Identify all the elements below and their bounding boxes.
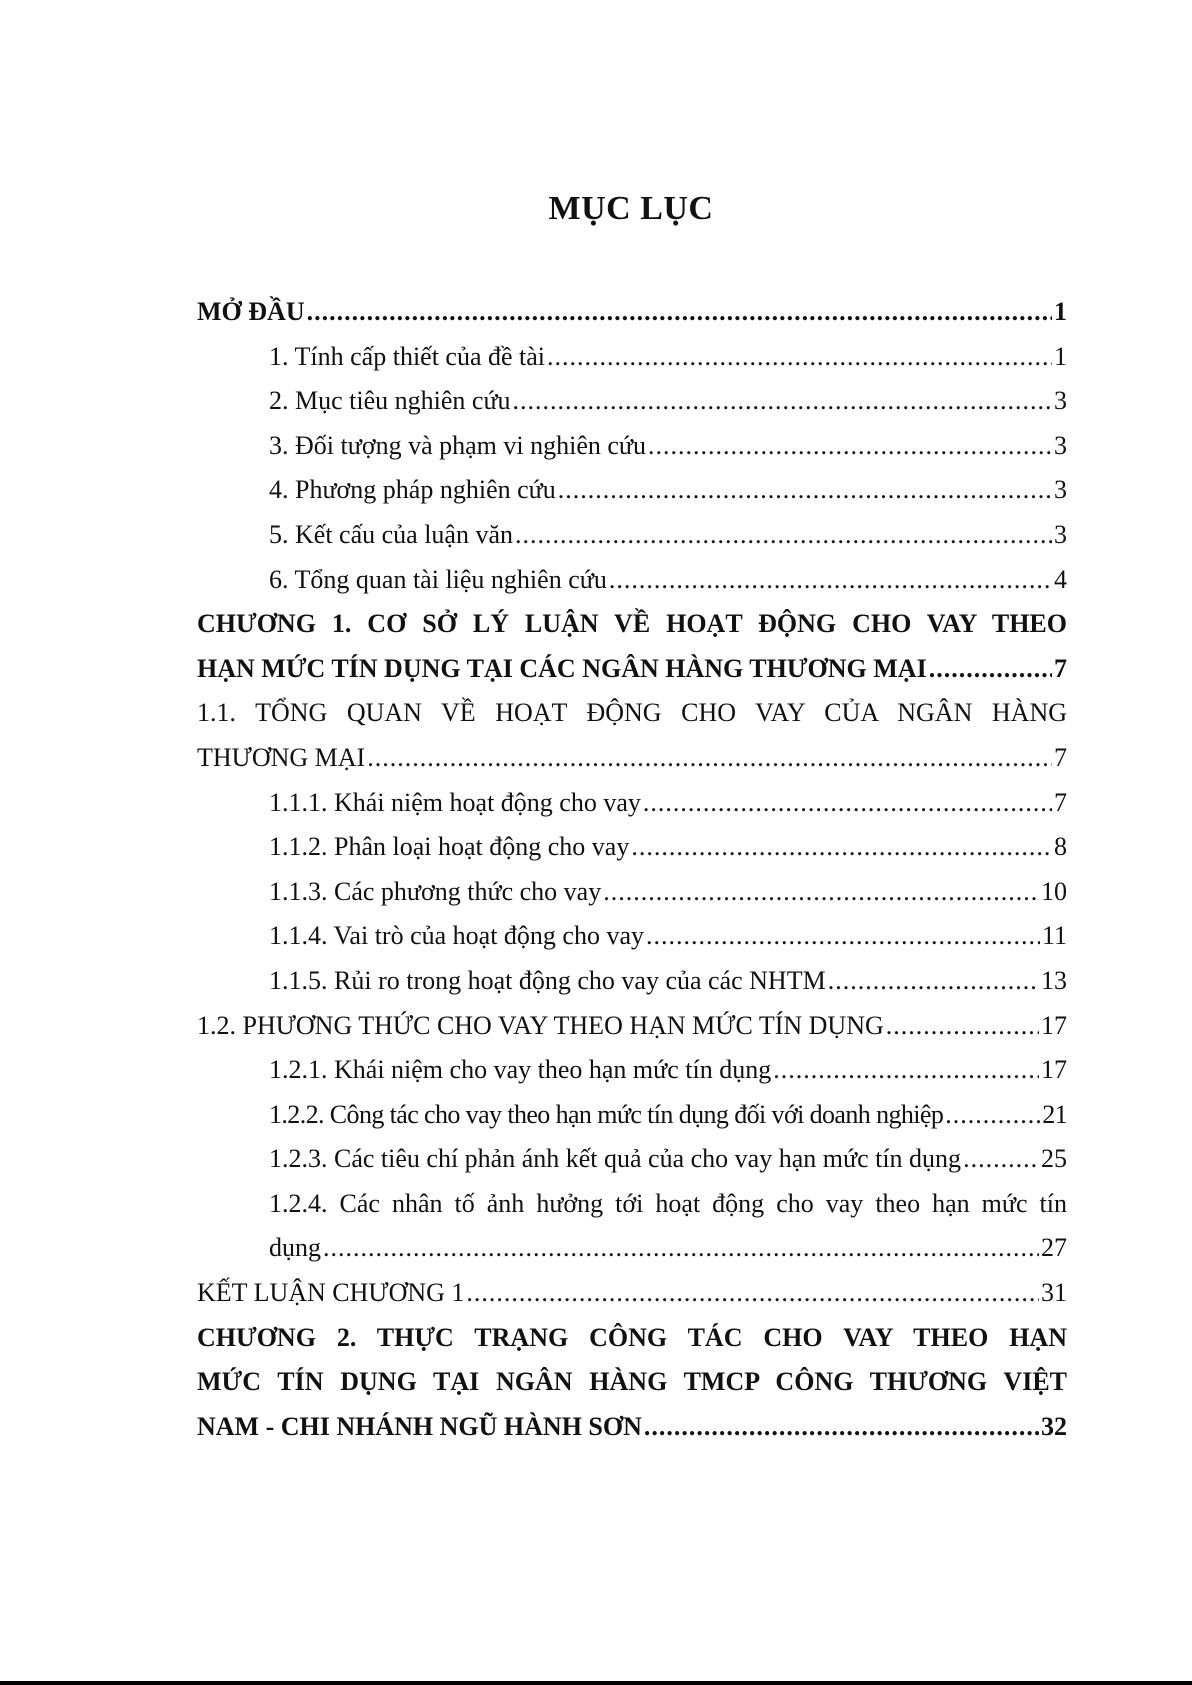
leader-dots <box>466 1271 1039 1316</box>
toc-page-number: 7 <box>1054 653 1067 683</box>
toc-page-number: 4 <box>1054 564 1067 594</box>
toc-page-number: 17 <box>1041 1010 1067 1040</box>
toc-entry[interactable] <box>197 914 1067 959</box>
toc-entry-mo-dau[interactable] <box>197 290 1067 335</box>
toc-page-number: 3 <box>1054 519 1067 549</box>
toc-entry[interactable] <box>197 870 1067 915</box>
toc-entry-label: 6. Tổng quan tài liệu nghiên cứu <box>269 564 607 594</box>
leader-dots <box>643 781 1052 826</box>
toc-entry-label: 1.1.1. Khái niệm hoạt động cho vay <box>269 787 641 817</box>
leader-dots <box>648 424 1052 469</box>
toc-page-number: 27 <box>1041 1233 1067 1263</box>
leader-dots <box>513 379 1052 424</box>
leader-dots <box>828 959 1039 1004</box>
toc-chapter-heading-line[interactable]: MỨC TÍN DỤNG TẠI NGÂN HÀNG TMCP CÔNG THƯƠNG VIỆT <box>197 1367 1067 1397</box>
toc-entry-label: KẾT LUẬN CHƯƠNG 1 <box>197 1278 465 1308</box>
toc-entry[interactable] <box>197 959 1067 1004</box>
toc-entry[interactable] <box>197 1093 1067 1138</box>
toc-entry-label: 1.1.4. Vai trò của hoạt động cho vay <box>269 921 644 951</box>
toc-entry[interactable] <box>197 468 1067 513</box>
toc-entry[interactable] <box>197 1048 1067 1093</box>
toc-entry-label: 1.2.2. Công tác cho vay theo hạn mức tín dụng đối với doanh nghiệp <box>269 1099 944 1129</box>
page-title: MỤC LỤC <box>548 190 714 227</box>
toc-entry-chapter-2[interactable] <box>197 1405 1067 1450</box>
toc-entry-label: 5. Kết cấu của luận văn <box>269 519 514 549</box>
toc-page-number: 3 <box>1054 386 1067 416</box>
leader-dots <box>603 870 1039 915</box>
toc-page-number: 8 <box>1054 832 1067 862</box>
toc-entry-label: NAM - CHI NHÁNH NGŨ HÀNH SƠN <box>197 1411 642 1441</box>
leader-dots <box>644 1405 1039 1450</box>
toc-page-number: 3 <box>1054 475 1067 505</box>
toc-page-number: 10 <box>1041 876 1067 906</box>
leader-dots <box>323 1226 1039 1271</box>
toc-entry-label: 1.2.3. Các tiêu chí phản ánh kết quả của cho vay hạn mức tín dụng <box>269 1144 962 1174</box>
toc-page-number: 31 <box>1041 1278 1067 1308</box>
toc-entry[interactable] <box>197 781 1067 826</box>
toc-entry-chapter-1[interactable] <box>197 647 1067 692</box>
toc-chapter-heading-line[interactable]: CHƯƠNG 2. THỰC TRẠNG CÔNG TÁC CHO VAY THEO HẠN <box>197 1322 1067 1352</box>
leader-dots <box>558 468 1052 513</box>
toc-entry-label: MỞ ĐẦU <box>197 297 305 326</box>
toc-chapter-heading-line[interactable]: CHƯƠNG 1. CƠ SỞ LÝ LUẬN VỀ HOẠT ĐỘNG CHO VAY THEO <box>197 609 1067 639</box>
toc-entry-section-1-2[interactable] <box>197 1004 1067 1049</box>
toc-entry-section-1-1[interactable] <box>197 736 1067 781</box>
toc-page-number: 11 <box>1041 921 1067 951</box>
toc-entry[interactable] <box>197 513 1067 558</box>
leader-dots <box>547 335 1052 380</box>
toc-entry[interactable] <box>197 424 1067 469</box>
toc-page-number: 7 <box>1054 742 1067 772</box>
toc-entry-label: 4. Phương pháp nghiên cứu <box>269 475 556 505</box>
toc-entry-label: 1.2.1. Khái niệm cho vay theo hạn mức tín dụng <box>269 1055 772 1085</box>
toc-entry-label: dụng <box>269 1233 321 1263</box>
toc-page-number: 1 <box>1054 297 1067 326</box>
toc-entry-label: THƯƠNG MẠI <box>197 742 366 772</box>
toc-entry-label: 1.2. PHƯƠNG THỨC CHO VAY THEO HẠN MỨC TÍN DỤNG <box>197 1010 884 1040</box>
toc-entry[interactable] <box>197 1137 1067 1182</box>
toc-entry-conclusion-1[interactable] <box>197 1271 1067 1316</box>
toc-entry-label: HẠN MỨC TÍN DỤNG TẠI CÁC NGÂN HÀNG THƯƠNG MẠI <box>197 653 927 683</box>
toc-page-number: 25 <box>1041 1144 1067 1174</box>
leader-dots <box>307 290 1052 335</box>
leader-dots <box>631 825 1052 870</box>
table-of-contents <box>197 290 1067 1449</box>
toc-entry[interactable] <box>197 335 1067 380</box>
leader-dots <box>609 558 1052 603</box>
toc-page-number: 17 <box>1041 1055 1067 1085</box>
toc-entry-label: 1. Tính cấp thiết của đề tài <box>269 341 546 371</box>
toc-entry[interactable] <box>197 1226 1067 1271</box>
toc-entry[interactable] <box>197 558 1067 603</box>
toc-entry-label: 3. Đối tượng và phạm vi nghiên cứu <box>269 430 646 460</box>
toc-entry-label: 1.1.3. Các phương thức cho vay <box>269 876 602 906</box>
leader-dots <box>773 1048 1039 1093</box>
leader-dots <box>945 1093 1040 1138</box>
toc-entry-label: 1.1.2. Phân loại hoạt động cho vay <box>269 832 630 862</box>
toc-entry[interactable] <box>197 379 1067 424</box>
leader-dots <box>646 914 1040 959</box>
toc-entry-label: 1.1.5. Rủi ro trong hoạt động cho vay của các NHTM <box>269 965 826 995</box>
toc-entry[interactable] <box>197 825 1067 870</box>
toc-page-number: 13 <box>1041 965 1067 995</box>
toc-page-number: 21 <box>1042 1099 1067 1129</box>
leader-dots <box>963 1137 1039 1182</box>
leader-dots <box>367 736 1052 781</box>
toc-subsection-heading-line[interactable]: 1.2.4. Các nhân tố ảnh hưởng tới hoạt động cho vay theo hạn mức tín <box>269 1188 1067 1218</box>
toc-page-number: 32 <box>1041 1411 1067 1441</box>
toc-entry-label: 2. Mục tiêu nghiên cứu <box>269 386 511 416</box>
toc-page-number: 7 <box>1054 787 1067 817</box>
toc-page-number: 3 <box>1054 430 1067 460</box>
leader-dots <box>515 513 1052 558</box>
toc-page-number: 1 <box>1054 341 1067 371</box>
toc-section-heading-line[interactable]: 1.1. TỔNG QUAN VỀ HOẠT ĐỘNG CHO VAY CỦA NGÂN HÀNG <box>197 698 1067 728</box>
leader-dots <box>886 1004 1039 1049</box>
leader-dots <box>929 647 1052 692</box>
page-bottom-border <box>0 1681 1192 1685</box>
